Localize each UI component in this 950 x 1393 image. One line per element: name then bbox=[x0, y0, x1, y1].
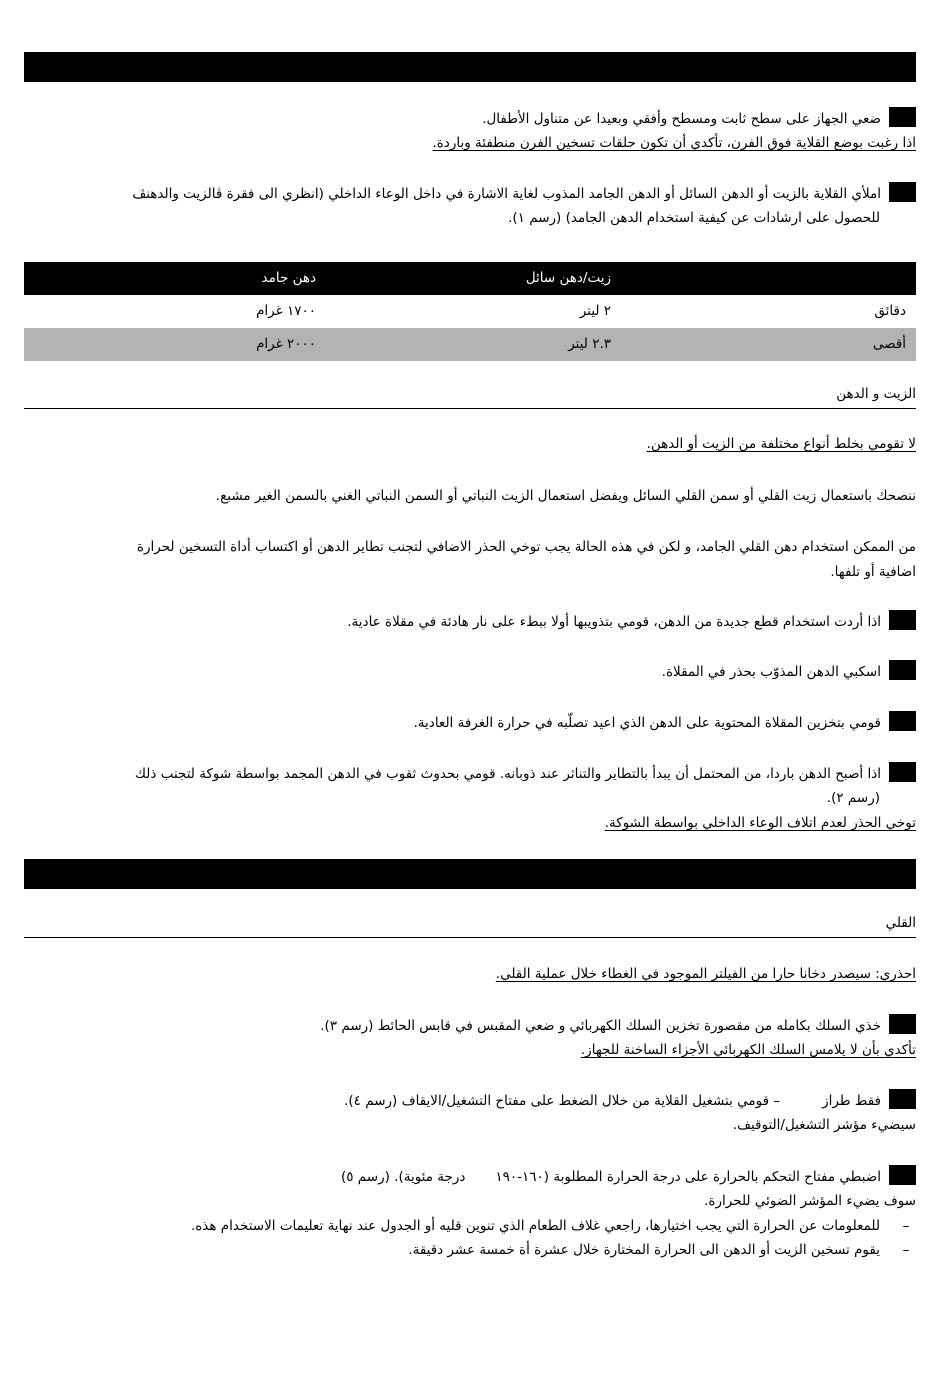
section-heading bbox=[24, 912, 916, 935]
step-checkbox bbox=[889, 711, 916, 731]
step-switch-on bbox=[24, 1089, 916, 1113]
divider bbox=[24, 937, 916, 938]
step-fill-cont bbox=[24, 207, 880, 230]
table-cell: ٢٠٠٠ غرام bbox=[256, 336, 316, 352]
mixing-warning bbox=[24, 433, 916, 456]
smoke-caution bbox=[24, 963, 916, 986]
table-header: زيت/دهن سائل bbox=[525, 270, 611, 286]
heading-text: الزيت و الدهن bbox=[836, 386, 916, 402]
warning-text: لا تقومي بخلط أنواع مختلفة من الزيت أو الدهن. bbox=[646, 436, 916, 452]
indicator-note bbox=[24, 1114, 916, 1137]
table-row bbox=[24, 328, 916, 361]
bullet-item bbox=[24, 1215, 880, 1238]
step-cold-fat bbox=[24, 762, 916, 786]
paragraph-text: ننصحك باستعمال زيت القلي أو سمن القلي السائل ويفضل استعمال الزيت النباتي أو السمن النباتي الغني بالسمن الغير مشبع. bbox=[215, 488, 916, 504]
heading-text: القلي bbox=[885, 915, 916, 931]
step-checkbox bbox=[889, 762, 916, 782]
table-header-row bbox=[24, 262, 916, 295]
step-text: اذا أصبح الدهن باردا، من المحتمل أن يبدأ بالتطاير والتناثر عند ذوبانه. قومي بحدوث ثقوب في الدهن المجمد بواسطة شوكة لتجنب ذلك bbox=[134, 766, 881, 782]
step-placement bbox=[24, 107, 916, 131]
warning-text: توخي الحذر لعدم اتلاف الوعاء الداخلي بواسطة الشوكة. bbox=[604, 815, 916, 831]
bullet-dash: – bbox=[902, 1242, 910, 1258]
step-text: درجة مئوية). (رسم ٥) bbox=[340, 1169, 466, 1185]
step-note bbox=[24, 132, 916, 155]
step-fill bbox=[24, 182, 916, 206]
cord-warning bbox=[24, 1039, 916, 1062]
step-checkbox bbox=[889, 660, 916, 680]
table-cell: ١٧٠٠ غرام bbox=[256, 303, 316, 319]
step-text: خذي السلك بكامله من مقصورة تخزين السلك الكهربائي و ضعي المقبس في قابس الحائط (رسم ٣). bbox=[320, 1018, 881, 1034]
bullet-dash: – bbox=[902, 1218, 910, 1234]
step-plug bbox=[24, 1014, 916, 1038]
step-text: – قومي بتشغيل القلاية من خلال الضغط على مفتاح التشغيل/الايقاف (رسم ٤). bbox=[344, 1093, 781, 1109]
step-cold-fat-cont bbox=[24, 787, 880, 810]
paragraph bbox=[24, 536, 916, 559]
step-text: اذا أردت استخدام قطع جديدة من الدهن، قومي بتذويبها أولا ببطء على نار هادئة في مقلاة عادية. bbox=[347, 614, 881, 630]
warning-text: احذري: سيصدر دخانا حارا من الفيلتر الموجود في الغطاء خلال عملية القلي. bbox=[495, 966, 916, 982]
table-cell: ٢.٣ ليتر bbox=[568, 336, 611, 352]
step-checkbox bbox=[889, 1165, 916, 1185]
step-temperature bbox=[24, 1165, 916, 1189]
step-text: (رسم ٢). bbox=[826, 790, 880, 806]
step-checkbox bbox=[889, 182, 916, 202]
table-cell: أقصى bbox=[872, 336, 906, 352]
oven-warning-text: اذا رغبت بوضع القلاية فوق الفرن، تأكدي أن تكون حلقات تسخين الفرن منطفئة وباردة. bbox=[432, 135, 916, 151]
step-checkbox bbox=[889, 1014, 916, 1034]
step-text: للحصول على ارشادات عن كيفية استخدام الدهن الجامد) (رسم ١). bbox=[508, 210, 880, 226]
paragraph-text: من الممكن استخدام دهن القلي الجامد، و لكن في هذه الحالة يجب توخي الحذر الاضافي لتجنب تطاير الدهن أو اكتساب أداة التسخين لحرارة bbox=[136, 539, 916, 555]
bullet-item bbox=[24, 1239, 880, 1262]
step-melt bbox=[24, 610, 916, 634]
step-checkbox bbox=[889, 107, 916, 127]
bullet-text: يقوم تسخين الزيت أو الدهن الى الحرارة المختارة خلال عشرة أة خمسة عشر دقيقة. bbox=[408, 1242, 880, 1258]
step-text: اسكبي الدهن المذوّب بحذر في المقلاة. bbox=[661, 664, 881, 680]
table-cell: دقائق bbox=[874, 303, 906, 319]
table-cell: ٢ ليتر bbox=[579, 303, 611, 319]
fork-warning bbox=[24, 812, 916, 835]
section-header-bar bbox=[24, 859, 916, 889]
paragraph bbox=[24, 485, 916, 508]
temp-light-note bbox=[24, 1190, 916, 1213]
table-header: دهن جامد bbox=[261, 270, 316, 286]
step-text: ضعي الجهاز على سطح ثابت ومسطح وأفقي وبعيدا عن متناول الأطفال. bbox=[482, 111, 881, 127]
paragraph-cont bbox=[24, 561, 916, 584]
step-pour bbox=[24, 660, 916, 684]
step-text: قومي بتخزين المقلاة المحتوية على الدهن الذي اعيد تصلّبه في حرارة الغرفة العادية. bbox=[413, 715, 881, 731]
step-store bbox=[24, 711, 916, 735]
table-row bbox=[24, 295, 916, 328]
warning-text: تأكدي بأن لا يلامس السلك الكهربائي الأجزاء الساخنة للجهاز. bbox=[580, 1042, 916, 1058]
step-text: سوف يضيء المؤشر الضوئي للحرارة. bbox=[704, 1193, 916, 1209]
paragraph-text: اضافية أو تلفها. bbox=[830, 564, 916, 580]
step-checkbox bbox=[889, 1089, 916, 1109]
model-label: فقط طراز bbox=[822, 1093, 881, 1109]
step-text: املأي القلاية بالزيت أو الدهن السائل أو الدهن الجامد المذوب لغاية الاشارة في داخل الوعاء الداخلي (انظري الى فقرة ڤالزيت والدهنڤ bbox=[132, 186, 881, 202]
step-text: اضبطي مفتاح التحكم بالحرارة على درجة الحرارة المطلوبة (١٦٠-١٩٠ bbox=[495, 1169, 881, 1185]
step-text: سيضيء مؤشر التشغيل/التوقيف. bbox=[732, 1117, 916, 1133]
bullet-text: للمعلومات عن الحرارة التي يجب اختيارها، راجعي غلاف الطعام الذي تنوين قليه أو الجدول عند نهاية تعليمات الاستخدام هذه. bbox=[190, 1218, 880, 1234]
step-checkbox bbox=[889, 610, 916, 630]
section-heading bbox=[24, 383, 916, 406]
divider bbox=[24, 408, 916, 409]
capacity-table bbox=[24, 262, 916, 361]
section-header-bar bbox=[24, 52, 916, 82]
